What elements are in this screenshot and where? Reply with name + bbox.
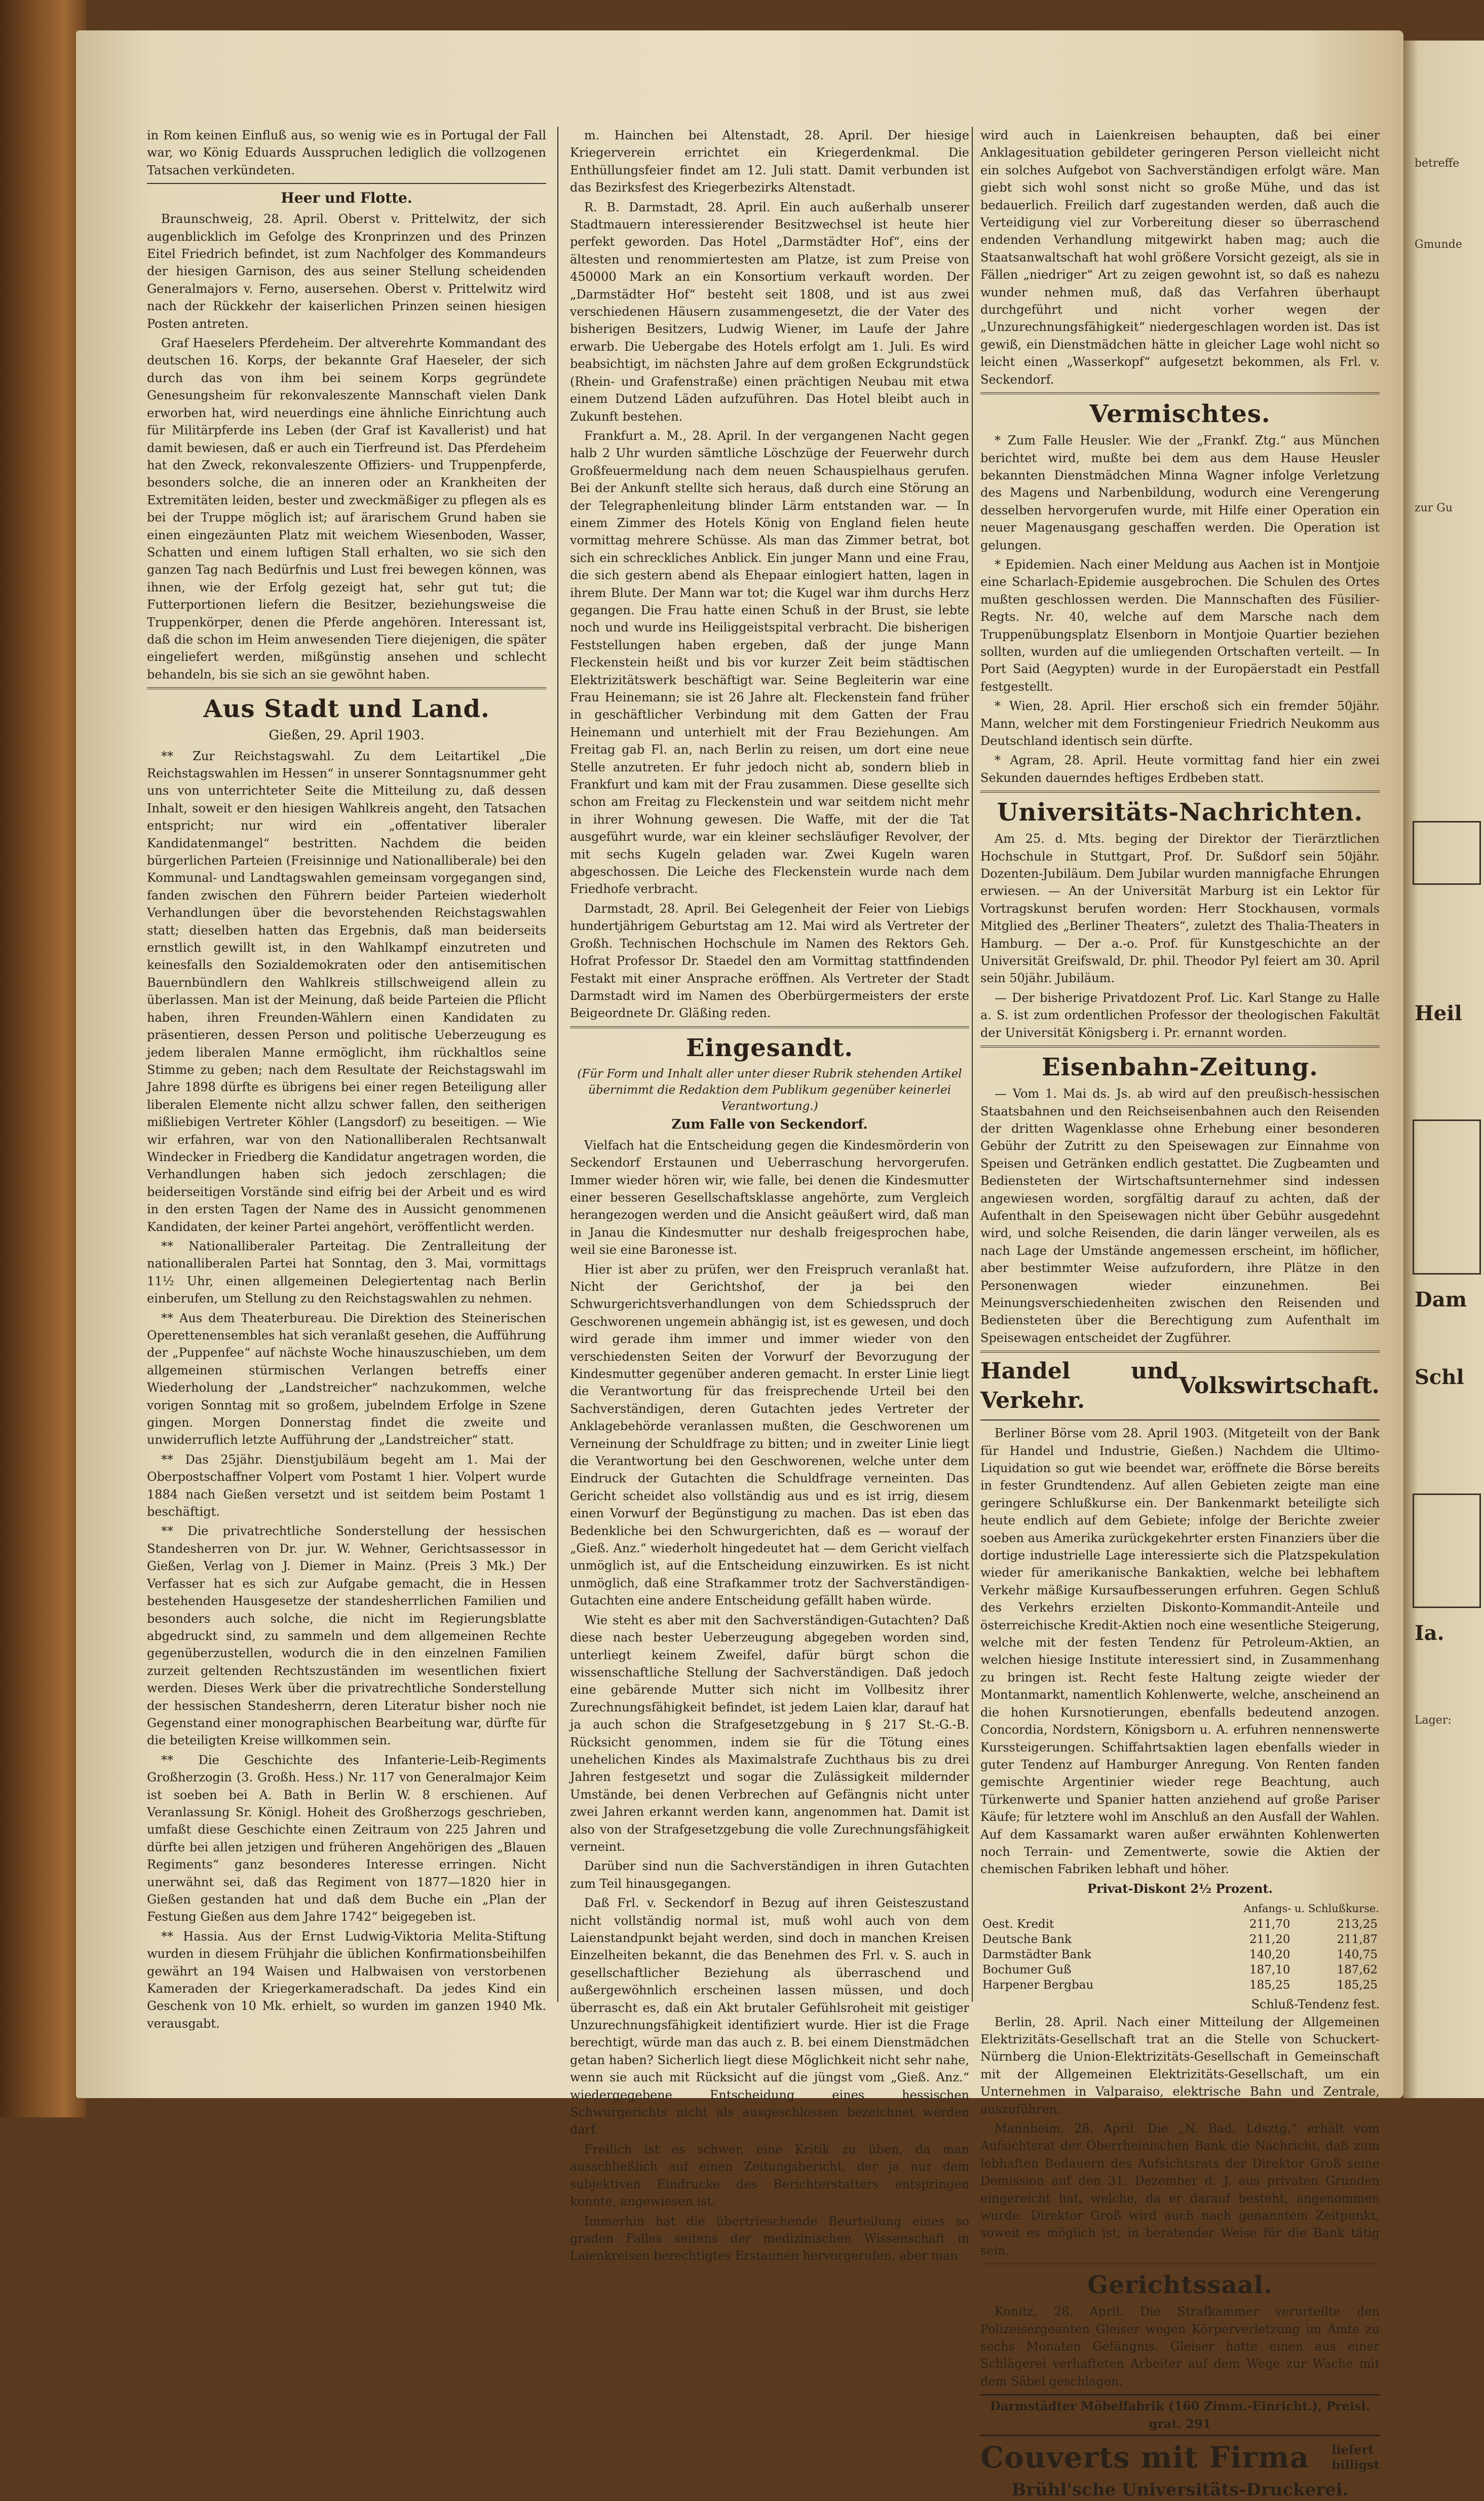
article-paragraph: Darmstadt, 28. April. Bei Gelegenheit der Feier von Liebigs hundertjährigem Geburtstag am 12. Mai wird als Vertreter der Großh. Technischen Hochschule im Namen des Rektors Geh. Hofrat Professor Dr. Staedel den am Vormittag stattfindenden Festakt mit einer Ansprache eröffnen. Als Vertreter der Stadt Darmstadt wird im Namen des Oberbürgermeisters der erste Beigeordnete Dr. Gläßing reden. (570, 901, 969, 1021)
article-paragraph: ** Zur Reichstagswahl. Zu dem Leitartikel „Die Reichstagswahlen im Hessen“ in unserer Sonntagsnummer geht uns von unterrichteter Seite die Mitteilung zu, daß dessen Inhalt, soweit er den hiesigen Wahlkreis angeht, den Tatsachen entspricht; nur wird ein „offentativer liberaler Kandidatenmangel“ bestritten. Nachdem die beiden bürgerlichen Parteien (Freisinnige und Nationalliberale) bei den Kommunal- und Landtagswahlen gemeinsam vorgegangen sind, fanden zwischen den Führern beider Parteien wiederholt Verhandlungen über die bevorstehenden Reichstagswahlen statt; dieselben hatten das Ergebnis, daß man beiderseits ernstlich gewillt ist, in den Wahlkampf einzutreten und keinesfalls den Sozialdemokraten oder den antisemitischen Bauernbündlern den Wahlkreis stillschweigend allein zu überlassen. Man ist der Meinung, daß beide Parteien die Pflicht haben, ihren Freunden-Wählern einen Kandidaten zu präsentieren, dessen Person und politische Ueberzeugung es jedem liberalen Manne ermöglicht, ihm rückhaltlos seine Stimme zu geben; nach dem Resultate der Reichstagswahl im Jahre 1898 dürfte es übrigens bei einer regen Beteiligung aller liberalen Elemente nicht allzu schwer fallen, den seitherigen mißliebigen Vertreter Köhler (Langsdorf) zu beseitigen. — Wie wir erfahren, war von den Nationalliberalen Rechtsanwalt Windecker in Friedberg die Kandidatur angetragen worden, die Verhandlungen haben sich jedoch zerschlagen; die beiderseitigen Vorstände sind eifrig bei der Arbeit und es wird in den ersten Tagen der Name des in Aussicht genommenen Kandidaten, der keiner Partei angehört, veröffentlicht werden. (147, 749, 546, 1234)
ad-couverts-title: Couverts mit Firma (980, 2440, 1309, 2475)
article-paragraph: Konitz, 28. April. Die Strafkammer verurteilte den Polizeisergeanten Gleiser wegen Körperverletzung im Amte zu sechs Monaten Gefängnis. Gleiser hatte einen aus einer Schlägerei verhafteten Arbeiter auf dem Wege zur Wache mit dem Säbel geschlagen. (980, 2304, 1380, 2388)
article-paragraph: Graf Haeselers Pferdeheim. Der altverehrte Kommandant des deutschen 16. Korps, der bekannte Graf Haeseler, der sich durch das von ihm bei seinem Korps gegründete Genesungsheim für rekonvaleszente Mannschaft vielen Dank erworben hat, wird neuerdings eine ähnliche Einrichtung auch für Militärpferde ins Leben (der Graf ist Kavallerist) und hat damit bewiesen, daß er auch ein Tierfreund ist. Das Pferdeheim hat den Zweck, rekonvaleszente Offiziers- und Truppenpferde, besonders solche, die an inneren oder an Krankheiten der Extremitäten leiden, bester und zweckmäßiger zu pflegen als es bei der Truppe möglich ist; auf ärarischem Grund haben sie einen eingezäunten Platz mit weichem Wiesenboden, Wasser, Schatten und einem luftigen Stall erhalten, wo sie sich den ganzen Tag nach Bedürfnis und Lust frei bewegen können, was ihnen, wie der Erfolg gezeigt hat, sehr gut tut; die Futterportionen liefern die Besitzer, beziehungsweise die Truppenkörper, denen die Pferde angehören. Interessant ist, daß die schon im Heim anwesenden Tiere diejenigen, die später eingeliefert werden, mißgünstig ansehen und schlecht behandeln, bis sie sich an sie gewöhnt haben. (147, 336, 546, 682)
bourse-header: Anfangs- u. Schlußkurse. (1243, 1902, 1379, 1915)
article-paragraph: R. B. Darmstadt, 28. April. Ein auch außerhalb unserer Stadtmauern interessierender Besitzwechsel ist heute hier perfekt geworden. Das Hotel „Darmstädter Hof“, eins der ältesten und renommiertesten am Platze, ist zum Preise von 450000 Mark an ein Konsortium verkauft worden. Der „Darmstädter Hof“ besteht seit 1808, und ist aus zwei verschiedenen Häusern zusammengesetzt, die der Vater des bisherigen Besitzers, Ludwig Wiener, im Laufe der Jahre erwarb. Die Uebergabe des Hotels erfolgt am 1. Juli. Es wird beabsichtigt, im nächsten Jahre auf dem großen Eckgrundstück (Rhein- und Grafenstraße) einen prächtigen Neubau mit etwa einem Dutzend Läden aufzuführen. Das Hotel bleibt auch in Zukunft bestehen. (570, 200, 969, 424)
article-paragraph: wird auch in Laienkreisen behaupten, daß bei einer Anklagesituation gebildeter geringeren Person vielleicht nicht ein solches Aufgebot von Sachverständigen erfolgt wäre. Man giebt sich wohl sonst nicht so große Mühe, und das ist bedauerlich. Freilich darf zugestanden werden, daß auch die Verteidigung viel zur Vorbereitung dieser so überraschend endenden Verhandlung mitgewirkt haben mag; auch die Staatsanwaltschaft hat wohl größere Vorsicht gezeigt, als sie in Fällen „niedriger“ Art zu zeigen gewohnt ist, so daß es nahezu wunder nehmen muß, daß das Verfahren überhaupt durchgeführt und nicht vorher wegen der „Unzurechnungsfähigkeit“ niedergeschlagen worden ist. Das ist gewiß, ein Dienstmädchen hätte in gleicher Lage wohl nicht so leicht einen „Wasserkopf“ aufgesetzt bekommen, als Frl. v. Seckendorf. (980, 128, 1380, 387)
bourse-close: 187,62 (1337, 1963, 1378, 1977)
article-paragraph: Daß Frl. v. Seckendorf in Bezug auf ihren Geisteszustand nicht vollständig normal ist, muß wohl auch von dem Laienstandpunkt bejaht werden, sind doch in manchen Kreisen Einzelheiten bekannt, die das Benehmen des Frl. v. S. auch in gesellschaftlicher Beziehung als überraschend und außergewöhnlich erscheinen lassen müssen, und doch überrascht es, daß ein Akt brutaler Gefühlsroheit mit geistiger Unzurechnungsfähigkeit identifiziert wurde. Hier ist die Frage berechtigt, würde man das auch z. B. bei einem Dienstmädchen getan haben? Sicherlich liegt diese Möglichkeit nicht sehr nahe, wenn sie auch mit Rücksicht auf die jüngst vom „Gieß. Anz.“ wiedergegebene Entscheidung eines hessischen Schwurgerichts nicht als ausgeschlossen bezeichnet werden darf. (570, 1896, 969, 2137)
article-paragraph: Wie steht es aber mit den Sachverständigen-Gutachten? Daß diese nach bester Ueberzeugung abgegeben worden sind, unterliegt keinem Zweifel, dafür bürgt schon die wissenschaftliche Stellung der Sachverständigen. Daß jedoch eine gebärende Mutter sich nicht im Vollbesitz ihrer Zurechnungsfähigkeit befindet, ist jedem Laien klar, darauf hat ja auch schon die Strafgesetzgebung in § 217 St.-G.-B. Rücksicht genommen, indem sie für die Tötung eines unehelichen Kindes als Maximalstrafe Zuchthaus bis zu drei Jahren festgesetzt und sogar die Zulässigkeit mildernder Umstände, bei denen Verbrechen auf Gefängnis nicht unter zwei Jahren erkannt werden kann, angenommen hat. Damit ist also von der Strafgesetzgebung die volle Zurechnungsfähigkeit verneint. (570, 1613, 969, 1854)
book-binding (0, 0, 86, 2117)
article-paragraph: Am 25. d. Mts. beging der Direktor der Tierärztlichen Hochschule in Stuttgart, Prof. Dr. Sußdorf sein 50jähr. Dozenten-Jubiläum. Dem Jubilar wurden mannigfache Ehrungen erwiesen. — An der Universität Marburg ist ein Lektor für Vortragskunst berufen worden: Herr Stockhausen, vormals Mitglied des „Berliner Theaters“, zuletzt des Thalia-Theaters in Hamburg. — Der a.-o. Prof. für Kunstgeschichte an der Universität Greifswald, Dr. phil. Theodor Pyl feiert am 30. April sein 50jähr. Jubiläum. (980, 832, 1380, 986)
fragment-text: zur Gu (1415, 502, 1453, 514)
divider (980, 1420, 1380, 1421)
advertisement-couverts (980, 2436, 1380, 2479)
bourse-row (980, 1932, 1380, 1947)
article-paragraph: Vielfach hat die Entscheidung gegen die Kindesmörderin von Seckendorf Erstaunen und Ueberraschung hervorgerufen. Immer wieder hören wir, wie falle, bei denen die Kindesmutter einer besseren Gesellschaftsklasse angehörte, zum Vergleich herangezogen werden und die Ansicht geäußert wird, daß man in Janau die Kindesmutter nur deshalb freigesprochen habe, weil sie eine Baronesse ist. (570, 1138, 969, 1257)
article-paragraph: * Wien, 28. April. Hier erschoß sich ein fremder 50jähr. Mann, welcher mit dem Forstingenieur Friedrich Neukomm aus Deutschland identisch sein dürfte. (980, 699, 1380, 748)
fragment-text: Dam (1415, 1288, 1467, 1312)
section-heading-heer: Heer und Flotte. (281, 190, 412, 207)
heading-handel-right: Volkswirtschaft. (1178, 1373, 1380, 1399)
ad-couverts-printer: Brühl'sche Universitäts-Druckerei. (1011, 2480, 1349, 2500)
divider (147, 183, 546, 184)
section-heading-eingesandt: Eingesandt. (686, 1033, 854, 1062)
divider (570, 1026, 969, 1028)
bourse-name: Bochumer Guß (982, 1963, 1072, 1977)
article-paragraph: Braunschweig, 28. April. Oberst v. Prittelwitz, der sich augenblicklich im Gefolge des Kronprinzen und des Prinzen Eitel Friedrich befindet, ist zum Nachfolger des Kommandeurs der hiesigen Garnison, des aus seiner Stellung scheidenden Generalmajors v. Ferno, ausersehen. Oberst v. Prittelwitz wird nach der Rückkehr der kaiserlichen Prinzen seinen hiesigen Posten antreten. (147, 212, 546, 331)
divider (147, 687, 546, 689)
ad-side-line1: liefert (1331, 2442, 1374, 2457)
section-heading-gerichtssaal: Gerichtssaal. (1087, 2271, 1273, 2300)
article-paragraph: ** Die privatrechtliche Sonderstellung der hessischen Standesherren von Dr. jur. W. Wehner, Gerichtsassessor in Gießen, Verlag von J. Diemer in Mainz. (Preis 3 Mk.) Der Verfasser hat es sich zur Aufgabe gemacht, die in Hessen bestehenden Hausgesetze der standesherrlichen Familien und besonders auch solche, die nicht im Regierungsblatte abgedruckt sind, zu sammeln und dem allgemeinen Rechte gegenüberzustellen, wodurch die in den einzelnen Familien zurzeit geltenden Rechtszuständen im wesentlichen fixiert werden. Dieses Werk über die privatrechtliche Sonderstellung der hessischen Standesherrn, deren Literatur bisher noch nie Gegenstand einer monographischen Bearbeitung war, dürfte für die beteiligten Kreise willkommen sein. (147, 1524, 546, 1748)
divider (980, 1351, 1380, 1353)
column-2 (570, 127, 969, 2263)
bourse-name: Deutsche Bank (982, 1933, 1072, 1947)
section-heading-vermischtes: Vermischtes. (1089, 400, 1271, 429)
article-paragraph: ** Nationalliberaler Parteitag. Die Zentralleitung der nationalliberalen Partei hat Sonntag, den 3. Mai, vormittags 11½ Uhr, einen allgemeinen Delegiertentag nach Berlin einberufen, um Stellung zu den Reichstagswahlen zu nehmen. (147, 1239, 546, 1306)
column-rule-1 (557, 127, 558, 2002)
advertisement-moebelfabrik: Darmstädter Möbelfabrik (160 Zimm.-Einricht.), Preisl. grat. 291 (980, 2394, 1380, 2436)
article-paragraph: — Vom 1. Mai ds. Js. ab wird auf den preußisch-hessischen Staatsbahnen und den Reichseisenbahnen auch den Reisenden der dritten Wagenklasse ohne Erhebung einer besonderen Gebühr der Zutritt zu den Speisewagen zur Einnahme von Speisen und Getränken endlich gestattet. Die Zugbeamten und Bediensteten der Wirtschaftsunternehmer sind indessen angewiesen worden, sorgfältig darauf zu achten, daß der Aufenthalt in den Speisewagen nicht über Gebühr ausgedehnt wird, und solche Reisenden, die darin länger verweilen, als es nach Lage der Umstände angemessen erscheint, im höflicher, aber bestimmter Weise aufzufordern, ihre Plätze in den Personenwagen wieder einzunehmen. Bei Meinungsverschiedenheiten zwischen den Reisenden und Bediensteten über die Berechtigung zum Aufenthalt im Speisewagen entscheidet der Zugführer. (980, 1087, 1380, 1345)
bourse-open: 211,20 (1249, 1933, 1290, 1947)
bourse-row (980, 1947, 1380, 1962)
adjacent-page-fragment (1403, 41, 1484, 2098)
divider (980, 1046, 1380, 1048)
bourse-close: 140,75 (1337, 1948, 1378, 1962)
article-paragraph: Mannheim, 28. April. Die „N. Bad. Ldsztg.“ erhält vom Aufsichtsrat der Oberrheinischen Bank die Nachricht, daß zum lebhaften Bedauern des Aufsichtsrats der Direktor Groß seine Demission auf den 31. Dezember d. J. aus privaten Gründen eingereicht hat, welche, da er darauf besteht, angenommen wurde. Direktor Groß wird auch nach genanntem Zeitpunkt, soweit es möglich ist, in beratender Weise für die Bank tätig sein. (980, 2121, 1380, 2258)
bourse-close: 211,87 (1337, 1933, 1378, 1947)
fragment-text: Gmunde (1415, 238, 1462, 251)
fragment-text: betreffe (1415, 157, 1460, 170)
article-paragraph: * Agram, 28. April. Heute vormittag fand hier ein zwei Sekunden dauerndes heftiges Erdbeben statt. (980, 753, 1380, 785)
article-paragraph: Immerhin hat die übertrieschende Beurteilung eines so graden Falles seitens der medizinischen Wissenschaft in Laienkreisen berechtigtes Erstaunen hervorgerufen, aber man (570, 2214, 969, 2263)
fragment-text: Schl (1415, 1365, 1464, 1389)
article-paragraph: * Epidemien. Nach einer Meldung aus Aachen ist in Montjoie eine Scharlach-Epidemie ausgebrochen. Die Schulen des Ortes mußten geschlossen werden. Die Mannschaften des Füsilier-Regts. Nr. 40, welche auf dem Marsche nach dem Truppenübungsplatz Elsenborn in Montjoie Quartier beziehen sollten, wurden auf die umliegenden Ortschaften verteilt. — In Port Said (Aegypten) wurde in der Europäerstadt ein Pestfall festgestellt. (980, 557, 1380, 694)
bourse-name: Harpener Bergbau (982, 1979, 1094, 1992)
column-1 (147, 127, 546, 2031)
editorial-disclaimer: (Für Form und Inhalt aller unter dieser Rubrik stehenden Artikel übernimmt die Redaktion dem Publikum gegenüber keinerlei Verantwortung.) (577, 1067, 962, 1113)
article-paragraph: m. Hainchen bei Altenstadt, 28. April. Der hiesige Kriegerverein errichtet ein Kriegerdenkmal. Die Enthüllungsfeier findet am 12. Juli statt. Damit verbunden ist das Bezirksfest des Kriegerbezirks Altenstadt. (570, 128, 969, 195)
article-paragraph: Berliner Börse vom 28. April 1903. (Mitgeteilt von der Bank für Handel und Industrie, Gießen.) Nachdem die Ultimo-Liquidation so gut wie beendet war, eröffnete die Börse bereits in fester Grundtendenz. Auf allen Gebieten zeigte man eine geringere Schlußkurse ein. Der Bankenmarkt beteiligte sich heute endlich auf dem Gebiete; infolge der Berichte zweier soeben aus Amerika zurückgekehrter ersten Finanziers über die dortige industrielle Lage interessierte sich die Platzspekulation wieder für amerikanische Bankaktien, welche bei lebhaftem Verkehr mäßige Kursaufbesserungen erfuhren. Gegen Schluß des Verkehrs erzielten Diskonto-Kommandit-Anteile und österreichische Kredit-Aktien noch eine wesentliche Steigerung, welche mit der festen Tendenz für Petroleum-Aktien, an welchen hiesige Institute interessiert sind, in Zusammenhang zu bringen ist. Recht feste Haltung zeigte wieder der Montanmarkt, namentlich Kohlenwerte, welche, anscheinend an die hohen Kursnotierungen, ebenfalls bedeutend anzogen. Concordia, Nordstern, Königsborn u. A. erfuhren nennenswerte Kurssteigerungen. Schiffahrtsaktien lagen ebenfalls wieder in guter Tendenz auf Hamburger Anregung. Von Renten fanden gemischte Argentinier wieder rege Beachtung, auch Türkenwerte und Spanier hatten anziehend auf große Pariser Käufe; für letztere wohl im Anschluß an den Ausfall der Wahlen. Auf dem Kassamarkt waren außer erwähnten Kohlenwerten noch Terrain- und Zementwerte, sowie die Aktien der chemischen Fabriken lebhaft und höher. (980, 1426, 1380, 1877)
article-paragraph: Berlin, 28. April. Nach einer Mitteilung der Allgemeinen Elektrizitäts-Gesellschaft trat an die Stelle von Schuckert-Nürnberg die Union-Elektrizitäts-Gesellschaft in Gemeinschaft mit der Allgemeinen Elektrizitäts-Gesellschaft, um ein Unternehmen in Valparaiso, elektrische Bahn und Zentrale, auszuführen. (980, 2014, 1380, 2116)
article-paragraph: — Der bisherige Privatdozent Prof. Lic. Karl Stange zu Halle a. S. ist zum ordentlichen Professor der theologischen Fakultät der Universität Königsberg i. Pr. ernannt worden. (980, 990, 1380, 1040)
bourse-row (980, 1917, 1380, 1932)
divider (980, 791, 1380, 793)
section-heading-handel (980, 1357, 1380, 1415)
column-rule-2 (972, 127, 973, 2002)
bourse-row (980, 1962, 1380, 1977)
heading-handel-left: Handel und Verkehr. (980, 1358, 1179, 1414)
section-heading-stadt: Aus Stadt und Land. (203, 695, 490, 724)
column-3 (980, 127, 1380, 2500)
article-subheading: Zum Falle von Seckendorf. (671, 1116, 868, 1132)
ad-couverts-side (1331, 2442, 1380, 2473)
bourse-body (980, 1917, 1380, 1993)
article-paragraph: ** Aus dem Theaterbureau. Die Direktion des Steinerischen Operettenensembles hat sich veranlaßt gesehen, die Aufführung der „Puppenfee“ auf nächste Woche hinauszuschieben, um dem allgemeinen stürmischen Verlangen betreffs einer Wiederholung der „Landstreicher“ nachzukommen, welche vorigen Sonntag mit so großem, jubelndem Erfolge in Szene gingen. Morgen Donnerstag findet die zweite und unwiderruflich letzte Aufführung der „Landstreicher“ statt. (147, 1311, 546, 1447)
article-paragraph: Frankfurt a. M., 28. April. In der vergangenen Nacht gegen halb 2 Uhr wurden sämtliche Löschzüge der Feuerwehr durch Großfeuermeldung nach dem neuen Schauspielhaus gerufen. Bei der Ankunft stellte sich heraus, daß durch eine Störung an der Telegraphenleitung blinder Lärm entstanden war. — In einem Zimmer des Hotels König von England fielen heute vormittag mehrere Schüsse. Als man das Zimmer betrat, bot sich ein schreckliches Anblick. Ein junger Mann und eine Frau, die sich gestern abend als Ehepaar einlogiert hatten, lagen in ihrem Blute. Der Mann war tot; die Kugel war ihm durchs Herz gegangen. Die Frau hatte einen Schuß in der Brust, sie lebte noch und wurde ins Heiliggeistspital verbracht. Die bisherigen Feststellungen haben ergeben, daß der junge Mann Fleckenstein heißt und bis vor kurzer Zeit beim städtischen Elektrizitätswerk beschäftigt war. Seine Begleiterin war eine Frau Heinemann; sie ist 26 Jahre alt. Fleckenstein fand früher in geschäftlicher Verbindung mit dem Gatten der Frau Heinemann und unterhielt mit der Frau Beziehungen. Am Freitag gab Fl. an, nach Berlin zu reisen, um dort eine neue Stelle anzutreten. Er fuhr jedoch nicht ab, sondern blieb in Frankfurt und kam mit der Frau zusammen. Diese gesellte sich schon am Freitag zu Fleckenstein und war seitdem nicht mehr in ihrer Wohnung gewesen. Die Waffe, mit der die Tat ausgeführt wurde, war ein kleiner sechsläufiger Revolver, der mit sechs Kugeln geladen war. Zwei Kugeln waren abgeschossen. Die Leiche des Fleckenstein wurde nach dem Friedhofe verbracht. (570, 428, 969, 897)
article-paragraph: ** Die Geschichte des Infanterie-Leib-Regiments Großherzogin (3. Großh. Hess.) Nr. 117 von Generalmajor Keim ist soeben bei A. Bath in Berlin W. 8 erschienen. Auf Veranlassung Sr. Königl. Hoheit des Großherzogs geschrieben, umfaßt diese Geschichte einen Zeitraum von 225 Jahren und dürfte bei allen jetzigen und früheren Angehörigen des „Blauen Regiments“ ganz besonderes Interesse erringen. Nicht unerwähnt sei, daß das Regiment von 1877—1820 hier in Gießen gestanden hat und daß dem Buche ein „Plan der Festung Gießen aus dem Jahre 1742“ beigegeben ist. (147, 1752, 546, 1924)
discount-rate: Privat-Diskont 2½ Prozent. (1087, 1881, 1273, 1896)
bourse-open: 187,10 (1249, 1963, 1290, 1977)
article-paragraph: Freilich ist es schwer, eine Kritik zu üben, da man ausschließlich auf einen Zeitungsbericht, der ja nur dem subjektiven Eindrucke des Berichterstatters entspringen konnte, angewiesen ist. (570, 2142, 969, 2209)
section-heading-eisenbahn: Eisenbahn-Zeitung. (1042, 1053, 1318, 1082)
article-paragraph: ** Hassia. Aus der Ernst Ludwig-Viktoria Melita-Stiftung wurden in diesem Frühjahr die üblichen Konfirmationsbeihilfen gewährt an 194 Waisen und Halbwaisen von verstorbenen Kameraden der Kriegerkameradschaft. Da jedes Kind ein Geschenk von 10 Mk. erhielt, so wurden im ganzen 1940 Mk. verausgabt. (147, 1929, 546, 2031)
bourse-name: Oest. Kredit (982, 1918, 1054, 1931)
divider (980, 2263, 1380, 2265)
bourse-open: 185,25 (1249, 1979, 1290, 1992)
article-paragraph: Hier ist aber zu prüfen, wer den Freispruch veranlaßt hat. Nicht der Gerichtshof, der ja bei den Schwurgerichtsverhandlungen von dem Schiedsspruch der Geschworenen ungemein abhängig ist, ist es gewesen, und doch wird gerade ihm immer und immer wieder von den verschiedensten Seiten der Vorwurf der Bevorzugung der Kindesmutter gegenüber anderen gemacht. In erster Linie liegt die Verantwortung für das freisprechende Urteil bei den Sachverständigen, deren Gutachten jedes Vertreter der Anklagebehörde veranlassen mußten, die Geschworenen um Verneinung der Schuldfrage zu bitten; und in zweiter Linie liegt die Verantwortung bei den Geschworenen, welche unter dem Eindruck der Gutachten die Schuldfrage verneinten. Das Gericht scheidet also vollständig aus und es ist irrig, diesem einen Vorwurf der Begünstigung zu machen. Das ist eben das Bedenkliche bei den Schwurgerichten, daß es — worauf der „Gieß. Anz.“ wiederholt hingedeutet hat — dem Gericht vielfach unmöglich ist, auf die Entscheidung einzuwirken. Es ist nicht unmöglich, daß eine Strafkammer trotz der Sachverständigen-Gutachten eine andere Entscheidung gefällt haben würde. (570, 1262, 969, 1608)
fragment-text: Heil (1415, 1001, 1462, 1025)
article-paragraph: * Zum Falle Heusler. Wie der „Frankf. Ztg.“ aus München berichtet wird, mußte bei dem aus dem Hause Heusler bekannten Dienstmädchen Minna Wagner infolge Verletzung des Magens und Narbenbildung, wodurch eine Verengerung desselben hervorgerufen wurde, mit Hilfe einer Operation ein neuer Magenausgang geschaffen werden. Die Operation ist gelungen. (980, 433, 1380, 552)
bourse-name: Darmstädter Bank (982, 1948, 1091, 1962)
fragment-text: Lager: (1415, 1714, 1452, 1727)
bourse-open: 211,70 (1249, 1918, 1290, 1931)
bourse-close: 213,25 (1337, 1918, 1378, 1931)
divider (980, 392, 1380, 394)
fragment-ad-box (1413, 1119, 1481, 1275)
bourse-close: 185,25 (1337, 1979, 1378, 1992)
bourse-tendency: Schluß-Tendenz fest. (1251, 1997, 1380, 2012)
bourse-table (980, 1900, 1380, 1993)
fragment-text: Ia. (1415, 1621, 1444, 1645)
fragment-ad-box (1413, 1494, 1481, 1608)
fragment-ad-box (1413, 821, 1481, 885)
dateline: Gießen, 29. April 1903. (269, 728, 425, 743)
bourse-open: 140,20 (1249, 1948, 1290, 1962)
ad-side-line2: billigst (1331, 2457, 1380, 2473)
article-paragraph: Darüber sind nun die Sachverständigen in ihren Gutachten zum Teil hinausgegangen. (570, 1859, 969, 1891)
intro-paragraph: in Rom keinen Einfluß aus, so wenig wie es in Portugal der Fall war, wo König Eduards Ausspruchen lediglich die vollzogenen Tatsachen verkündeten. (147, 128, 546, 177)
bourse-row (980, 1977, 1380, 1993)
section-heading-universitaet: Universitäts-Nachrichten. (997, 798, 1363, 827)
article-paragraph: ** Das 25jähr. Dienstjubiläum begeht am 1. Mai der Oberpostschaffner Volpert vom Postamt 1 hier. Volpert wurde 1884 nach Gießen versetzt und ist seitdem beim Postamt 1 beschäftigt. (147, 1452, 546, 1519)
